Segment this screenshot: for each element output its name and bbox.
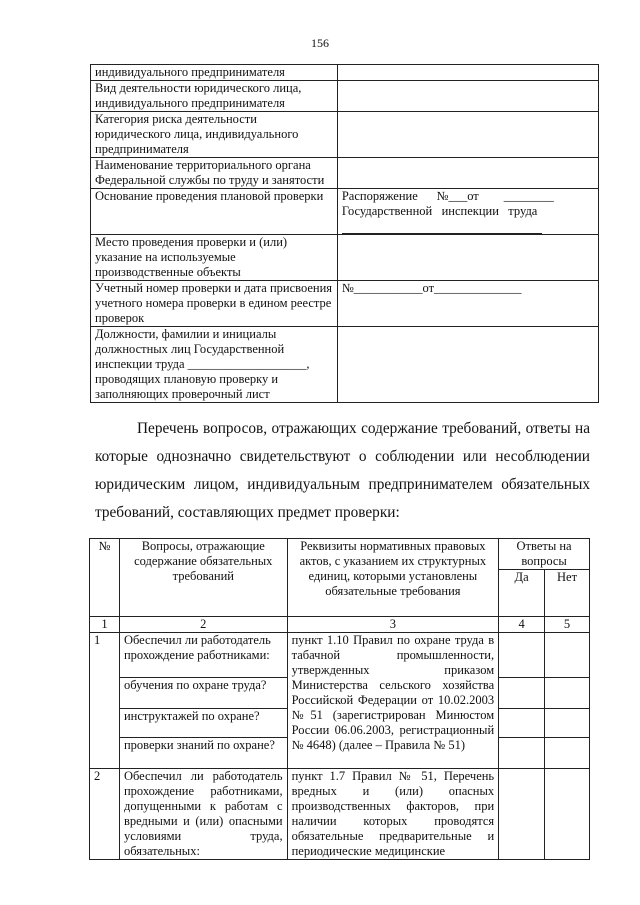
info-label: Основание проведения плановой проверки	[91, 189, 338, 235]
question-cell: проверки знаний по охране?	[119, 738, 287, 769]
inspection-info-table	[90, 64, 599, 403]
header-yes: Да	[499, 570, 545, 617]
info-label: Категория риска деятельности юридического лица, индивидуального предпринимателя	[91, 112, 338, 158]
row-number: 2	[90, 769, 120, 860]
col-number: 4	[499, 617, 545, 633]
info-label: Должности, фамилии и инициалы должностных лиц Государственной инспекции труда ___________________, проводящих плановую проверку и заполняющих проверочный лист	[91, 327, 338, 403]
question-cell: инструктажей по охране?	[119, 709, 287, 738]
basis-underline	[342, 219, 542, 234]
answer-no-cell[interactable]	[545, 678, 590, 709]
header-requisites: Реквизиты нормативных правовых актов, с указанием их структурных единиц, которыми установлены обязательные требования	[287, 539, 499, 617]
inspection-basis-value	[337, 189, 598, 235]
table-row	[91, 112, 599, 158]
table-row	[91, 235, 599, 281]
table-row	[91, 189, 599, 235]
info-value	[337, 327, 598, 403]
info-label: Вид деятельности юридического лица, индивидуального предпринимателя	[91, 81, 338, 112]
table-row	[91, 158, 599, 189]
table-row	[91, 65, 599, 81]
col-number: 5	[545, 617, 590, 633]
answer-yes-cell[interactable]	[499, 633, 545, 678]
table-row	[91, 281, 599, 327]
column-number-row	[90, 617, 590, 633]
info-label: индивидуального предпринимателя	[91, 65, 338, 81]
question-cell: обучения по охране труда?	[119, 678, 287, 709]
intro-paragraph: Перечень вопросов, отражающих содержание требований, ответы на которые однозначно свидетельствуют о соблюдении или несоблюдении юридическим лицом, индивидуальным предпринимателем обязательных требований, составляющих предмет проверки:	[95, 420, 590, 521]
answer-no-cell[interactable]	[545, 738, 590, 769]
col-number: 3	[287, 617, 499, 633]
info-value	[337, 158, 598, 189]
table-row	[91, 327, 599, 403]
info-label: Учетный номер проверки и дата присвоения учетного номера проверки в едином реестре проверок	[91, 281, 338, 327]
question-cell: Обеспечил ли работодатель прохождение работниками:	[119, 633, 287, 678]
table-row	[90, 769, 590, 860]
table-row	[91, 81, 599, 112]
registration-number-value: №___________от______________	[337, 281, 598, 327]
answer-yes-cell[interactable]	[499, 738, 545, 769]
requirements-table	[89, 538, 590, 860]
answer-no-cell[interactable]	[545, 633, 590, 678]
info-value	[337, 81, 598, 112]
page-number: 156	[311, 36, 329, 50]
info-label: Место проведения проверки и (или) указание на используемые производственные объекты	[91, 235, 338, 281]
answer-no-cell[interactable]	[545, 769, 590, 860]
header-answers: Ответы на вопросы	[499, 539, 590, 570]
info-value	[337, 235, 598, 281]
answer-yes-cell[interactable]	[499, 769, 545, 860]
basis-line-1: Распоряжение №___от ________	[341, 189, 554, 203]
row-number: 1	[90, 633, 120, 769]
answer-yes-cell[interactable]	[499, 709, 545, 738]
requisite-cell: пункт 1.10 Правил по охране труда в табачной промышленности, утвержденных приказом Министерства сельского хозяйства Российской Федерации от 10.02.2003 №51 (зарегистрирован Минюстом России 06.06.2003, регистрационный № 4648) (далее – Правила № 51)	[287, 633, 499, 769]
table-header-row	[90, 539, 590, 570]
header-num: №	[90, 539, 120, 617]
col-number: 1	[90, 617, 120, 633]
basis-line-2: Государственной инспекции труда	[341, 204, 538, 218]
table-row	[90, 633, 590, 678]
answer-yes-cell[interactable]	[499, 678, 545, 709]
requisite-cell: пункт 1.7 Правил № 51, Перечень вредных и (или) опасных производственных факторов, при наличии которых проводятся обязательные предварительные и периодические медицинские	[287, 769, 499, 860]
info-label: Наименование территориального органа Федеральной службы по труду и занятости	[91, 158, 338, 189]
question-cell: Обеспечил ли работодатель прохождение работниками, допущенными к работам с вредными и (или) опасными условиями труда, обязательных:	[119, 769, 287, 860]
col-number: 2	[119, 617, 287, 633]
info-value	[337, 112, 598, 158]
header-no: Нет	[545, 570, 590, 617]
header-questions: Вопросы, отражающие содержание обязательных требований	[119, 539, 287, 617]
info-value	[337, 65, 598, 81]
answer-no-cell[interactable]	[545, 709, 590, 738]
